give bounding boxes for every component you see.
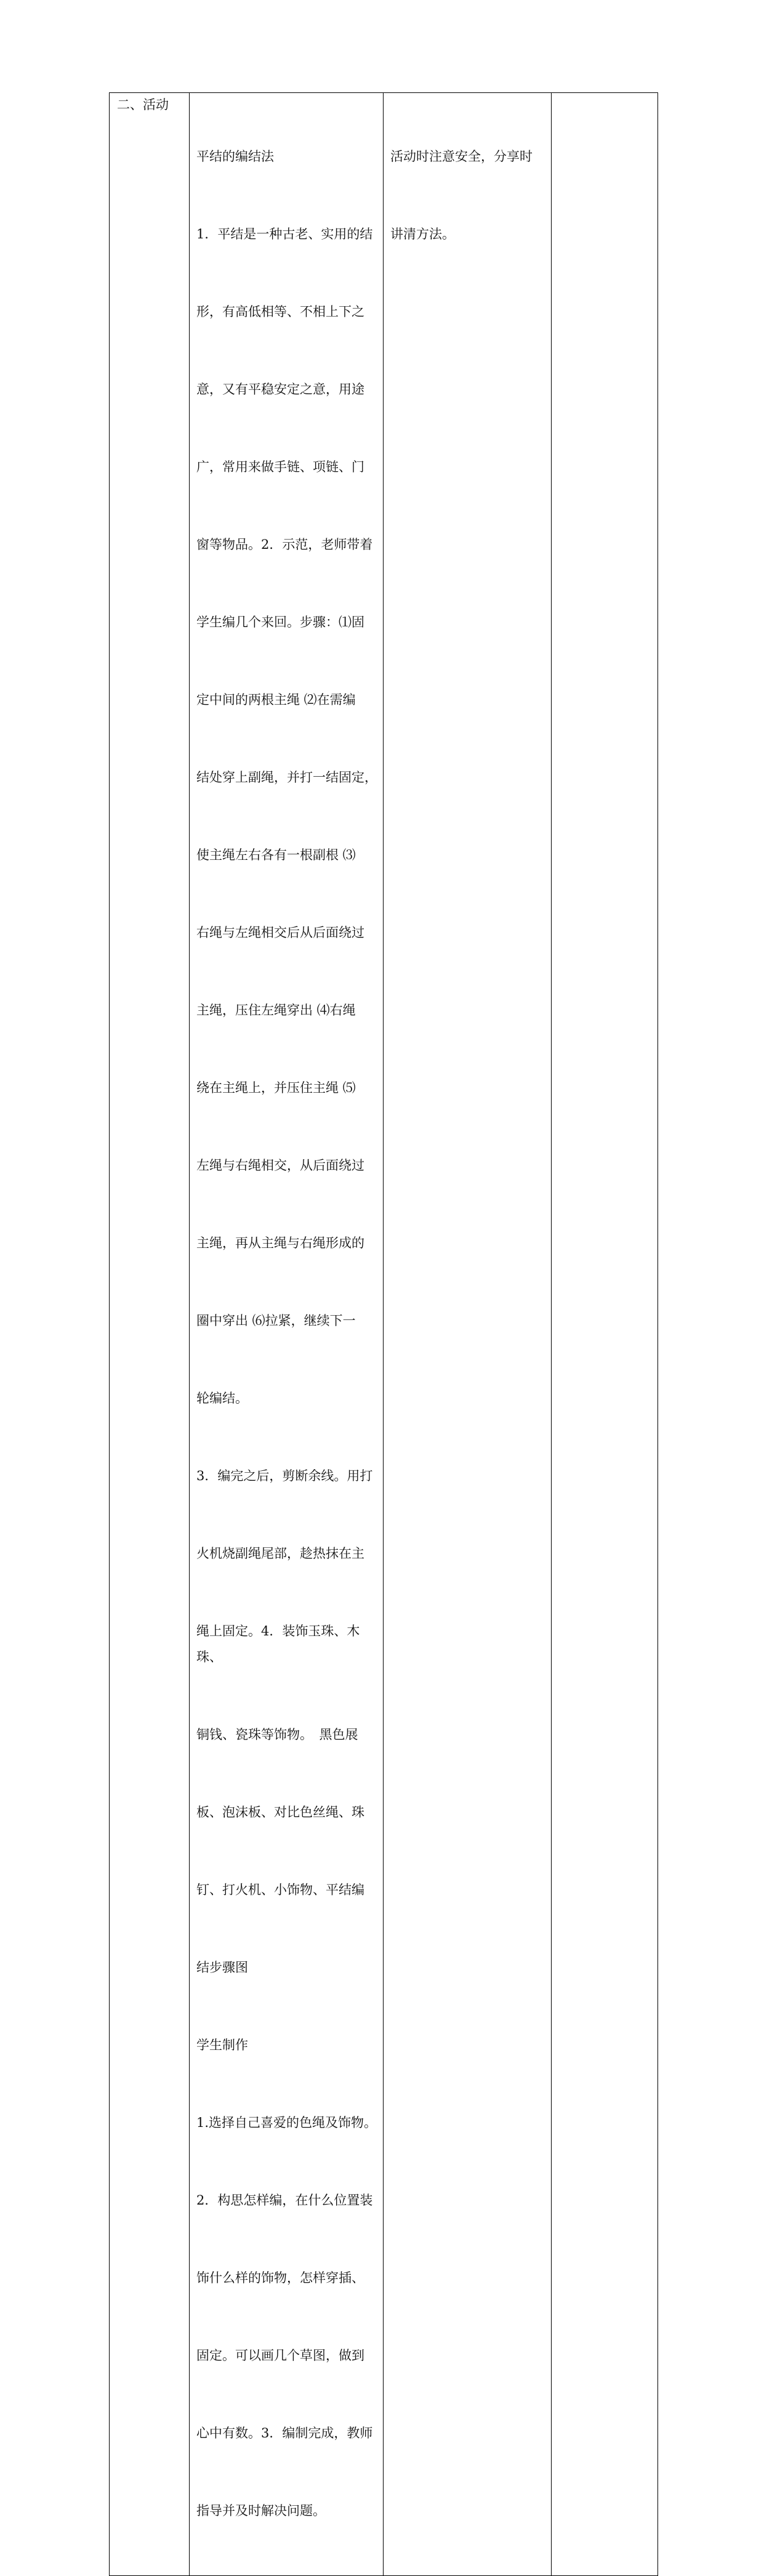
notes-content xyxy=(384,92,551,299)
content-line: 固定。可以画几个草图，做到 xyxy=(196,2348,364,2363)
table-row xyxy=(110,93,658,2576)
content-line: 2．构思怎样编，在什么位置装 xyxy=(196,2193,373,2208)
content-line: 1．平结是一种古老、实用的结 xyxy=(196,227,373,241)
content-line: 指导并及时解决问题。 xyxy=(196,2503,326,2518)
notes-line: 活动时注意安全，分享时 xyxy=(390,149,533,164)
content-line: 平结的编结法 xyxy=(196,149,274,164)
content-line: 结步骤图 xyxy=(196,1960,248,1975)
stage-cell xyxy=(110,93,190,2576)
activity-content-cell xyxy=(190,93,384,2576)
content-line: 主绳，再从主绳与右绳形成的 xyxy=(196,1236,364,1250)
content-line: 主绳，压住左绳穿出 ⑷右绳 xyxy=(196,1003,356,1018)
content-line: 意，又有平稳安定之意，用途 xyxy=(196,382,364,397)
content-line: 钉、打火机、小饰物、平结编 xyxy=(196,1882,364,1897)
content-line: 饰什么样的饰物，怎样穿插、 xyxy=(196,2270,364,2285)
content-line: 广，常用来做手链、项链、门 xyxy=(196,460,364,474)
content-line: 形，有高低相等、不相上下之 xyxy=(196,304,364,319)
content-line: 圈中穿出 ⑹拉紧，继续下一 xyxy=(196,1313,356,1328)
content-line: 铜钱、瓷珠等饰物。 黑色展 xyxy=(196,1727,358,1742)
content-line: 1.选择自己喜爱的色绳及饰物。 xyxy=(196,2115,377,2130)
lesson-plan-table xyxy=(109,92,658,2576)
stage-label: 二、活动 xyxy=(117,97,169,112)
empty-cell xyxy=(552,93,658,2576)
content-line: 结处穿上副绳，并打一结固定， xyxy=(196,770,377,785)
content-line: 3．编完之后，剪断余线。用打 xyxy=(196,1468,373,1483)
content-line: 绳上固定。4．装饰玉珠、木珠、 xyxy=(196,1624,360,1664)
content-line: 心中有数。3．编制完成，教师 xyxy=(196,2426,373,2440)
content-line: 学生制作 xyxy=(196,2038,248,2052)
content-line: 绕在主绳上，并压住主绳 ⑸ xyxy=(196,1080,356,1095)
content-line: 学生编几个来回。步骤：⑴固 xyxy=(196,615,364,630)
content-line: 右绳与左绳相交后从后面绕过 xyxy=(196,925,364,940)
content-line: 窗等物品。2．示范，老师带着 xyxy=(196,537,373,552)
content-line: 轮编结。 xyxy=(196,1391,248,1406)
content-line: 左绳与右绳相交，从后面绕过 xyxy=(196,1158,364,1173)
notes-line: 讲清方法。 xyxy=(390,227,455,241)
content-line: 火机烧副绳尾部，趁热抹在主 xyxy=(196,1546,364,1561)
activity-content xyxy=(190,92,383,2575)
content-line: 板、泡沫板、对比色丝绳、珠 xyxy=(196,1805,364,1820)
content-line: 定中间的两根主绳 ⑵在需编 xyxy=(196,692,356,707)
notes-cell xyxy=(384,93,552,2576)
content-line: 使主绳左右各有一根副根 ⑶ xyxy=(196,848,356,862)
